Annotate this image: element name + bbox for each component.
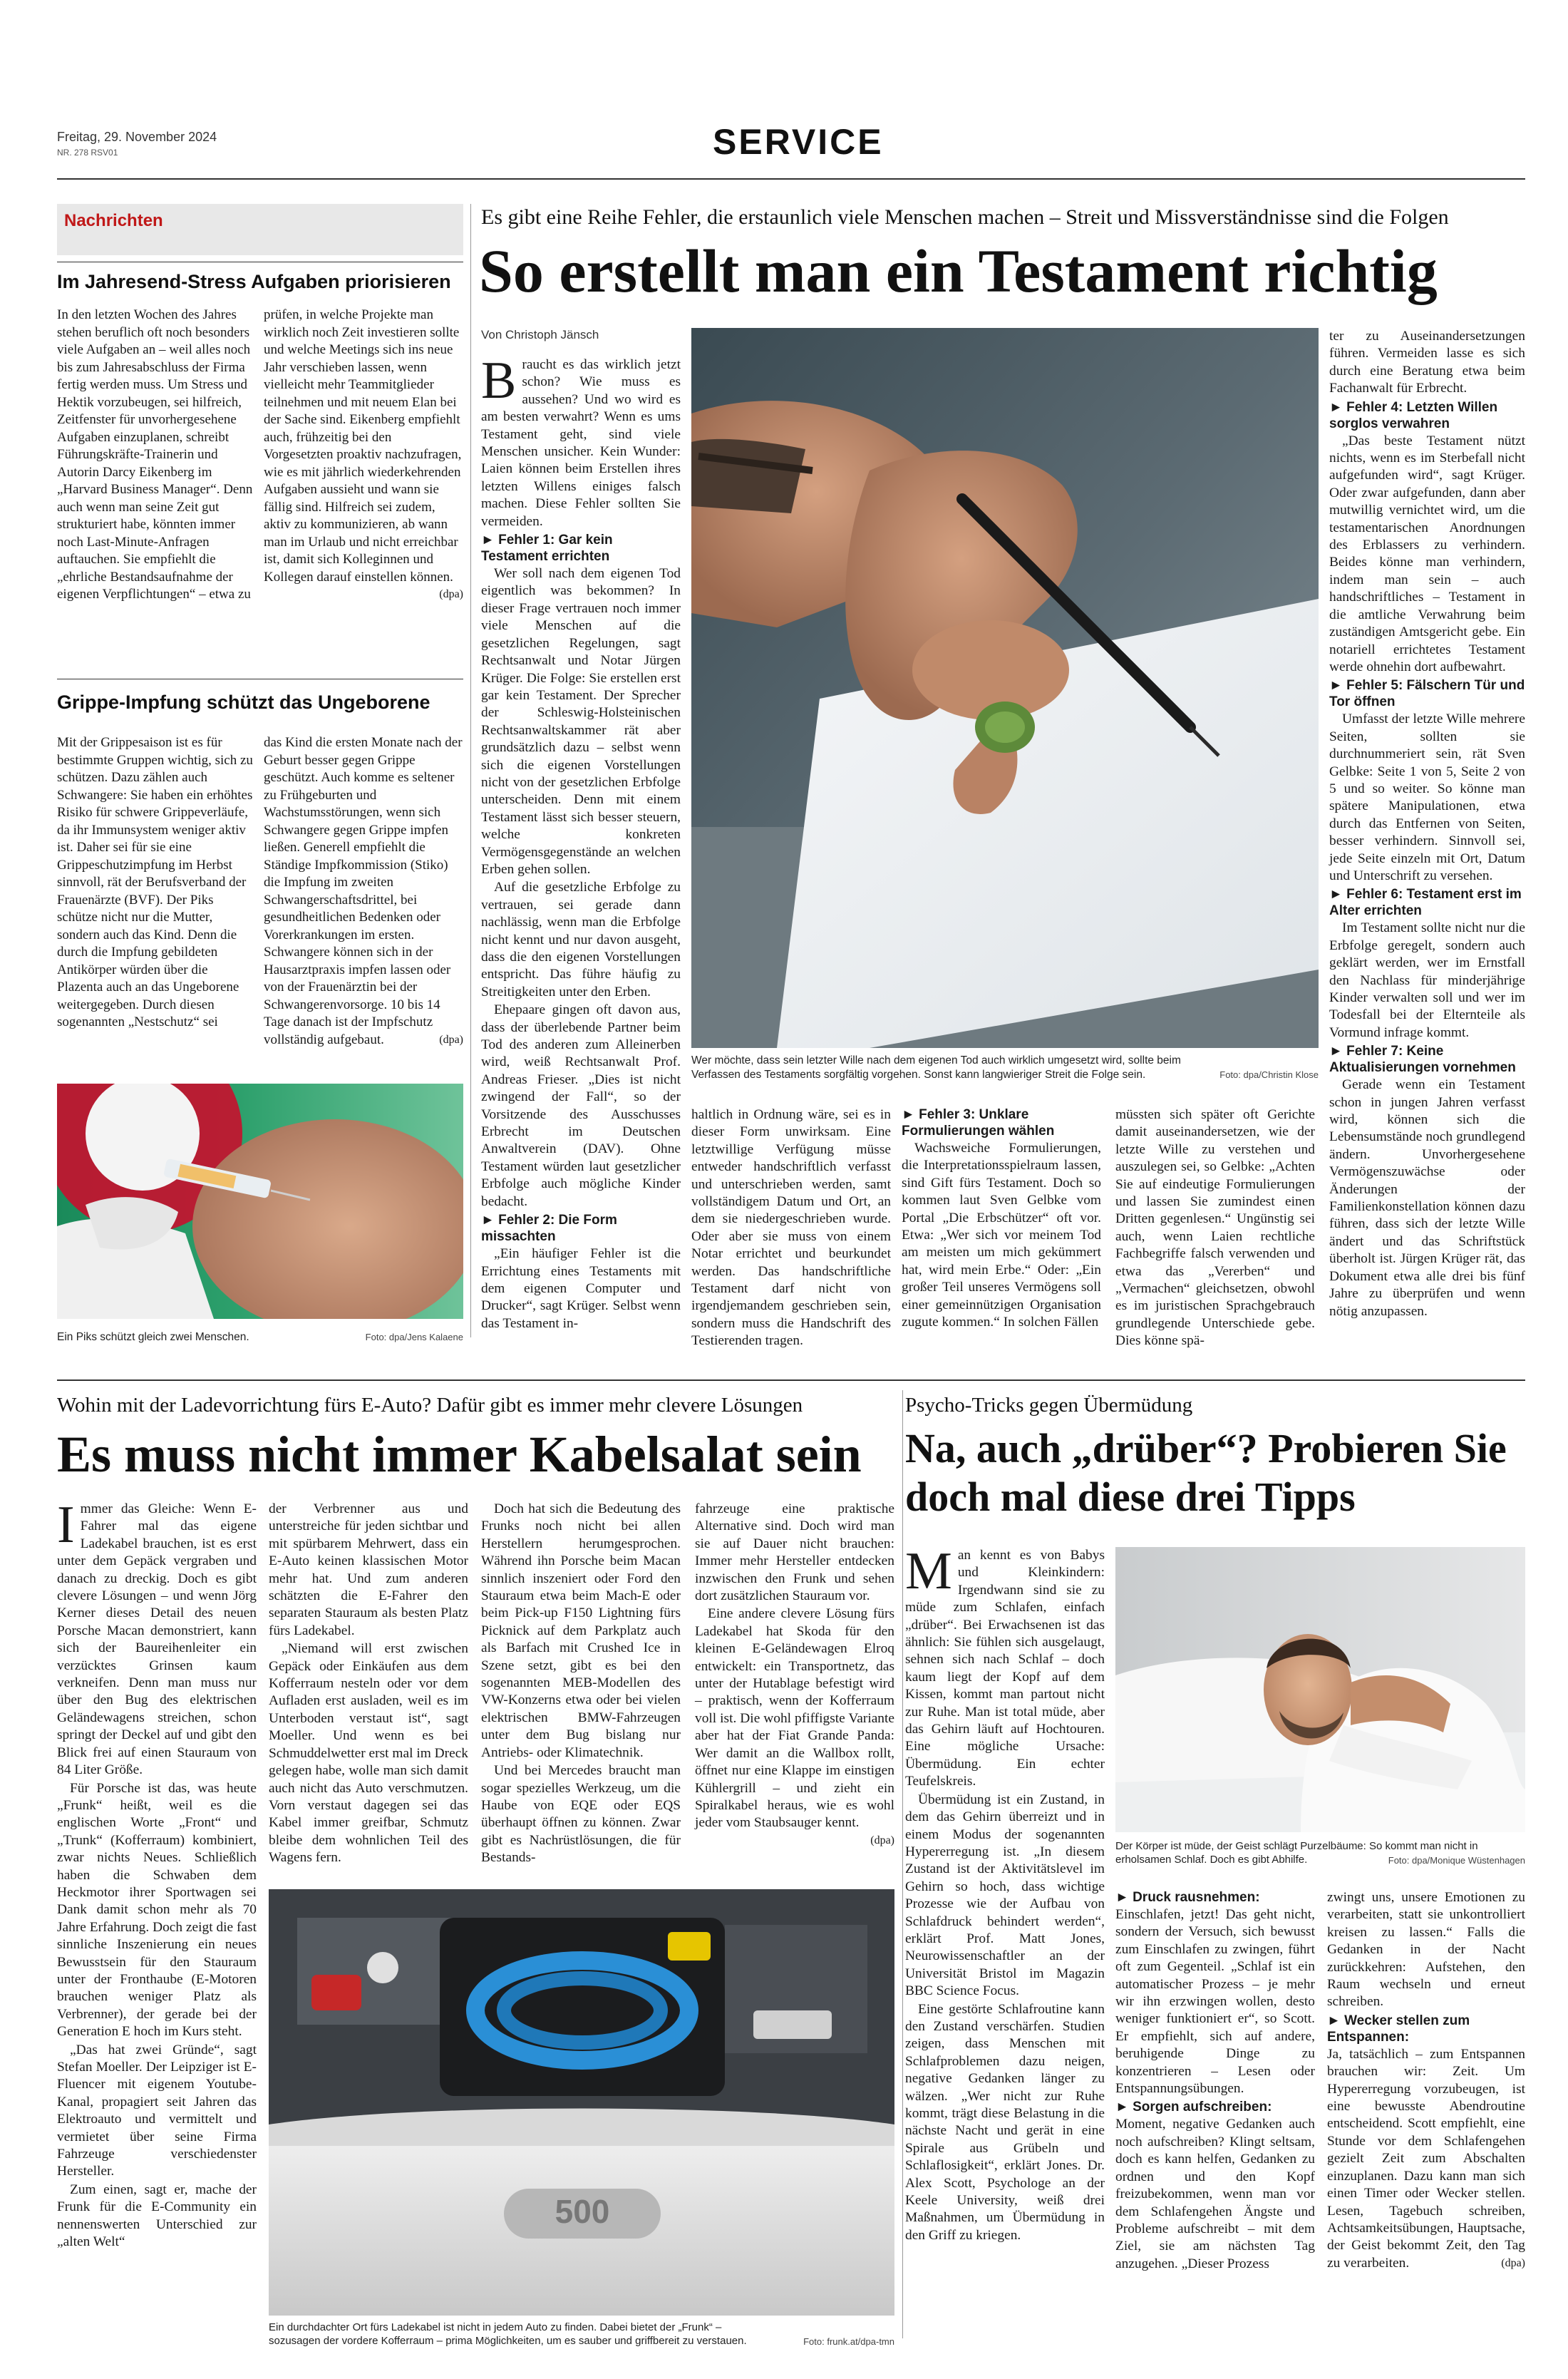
section-title: SERVICE	[713, 122, 884, 162]
testament-col2-text: haltlich in Ordnung wäre, sei es in dieser Form unwirksam. Eine letztwillige Verfügung müsse entweder handschriftlich verfasst und unterschrieben werden, samt vollständigem Datum und Ort, an dem sie niedergeschrieben wurde. Oder aber sie muss von einem Notar errichtet und beurkundet werden. Das handschriftliche Testament darf nicht von irgendjemandem geschrieben sein, sondern muss die Handschrift des Testierenden tragen.	[691, 1107, 891, 1349]
testament-col5-p1: „Das beste Testament nützt nichts, wenn es im Sterbefall nicht aufgefunden wird“, sagt Krüger. Oder zwar aufgefunden, dann aber mutwillig vernichtet wird, um die testamentarischen Anordnungen des Erblassers zu verhindern. Beides könne man verhindern, indem man sein – auch handschriftliches – Testament in die amtliche Verwahrung beim zuständigen Amtsgericht gebe. Ein notariell errichtetes Testament werde ohnehin dort aufbewahrt.	[1329, 433, 1525, 674]
fehler5-subhead: ► Fehler 5: Fälschern Tür und Tor öffnen	[1329, 678, 1525, 710]
news2-headline: Grippe-Impfung schützt das Ungeborene	[57, 692, 430, 713]
fehler6-subhead: ► Fehler 6: Testament erst im Alter errichten	[1329, 887, 1522, 919]
testament-p1: raucht es das wirklich jetzt schon? Wie muss es aussehen? Und wo wird es am besten verwahrt? Wenn es ums Testament geht, sind viele Menschen unsicher. Kein Wunder: Laien können beim Erstellen ihres letzten Willens einiges falsch machen. Diese Fehler sollten Sie vermeiden.	[481, 357, 681, 529]
ev-p3: „Das hat zwei Gründe“, sagt Stefan Moeller. Der Leipziger ist E-Fluencer mit eigenem Youtube-Kanal, propagiert seit Jahren das Elektroauto und vermittelt und vermietet über seine Firma Fahrzeuge verschiedenster Hersteller.	[57, 2042, 257, 2179]
sleep-col3-p2: Ja, tatsächlich – zum Entspannen brauchen wir: Zeit. Um Hypererregung vorzubeugen, ist eine bewusste Abendroutine entscheidend. Scott empfiehlt, eine Stunde vor dem Schlafengehen gezielt Zeit zum Abschalten einzuplanen. Dazu kann man sich einen Timer oder Wecker stellen. Lesen, Tagebuch schreiben, Achtsamkeitsübungen, Hauptsache, der Geist bekommt Zeit, den Tag zu verarbeiten.	[1327, 2046, 1525, 2271]
news1-source: (dpa)	[439, 588, 463, 600]
testament-col3	[902, 1106, 1101, 1332]
sidebar-vertical-rule	[470, 204, 471, 1337]
news1-text-a: In den letzten Wochen des Jahres stehen beruflich oft noch besonders viele Aufgaben an – weil alles noch bis zum Jahresabschluss der Firma fertig werden muss. Um Stress und Hektik vorzubeugen, sei hilfreich, Zeitfenster für unvorhergesehene Aufgaben einzuplanen, schreibt Führungskräfte-Trainerin und Autorin Darcy Eikenberg im „Harvard Business Manager“. Denn auch wenn man seine Zeit gut strukturiert habe, könnten immer noch Last-Minute-Anfragen auftauchen. Sie empfiehlt die „ehrliche Bestandsaufnahme der eigenen Verpflichtungen“ – etwa zu	[57, 307, 253, 602]
ev-col1	[57, 1496, 257, 2251]
sleep-headline-2: doch mal diese drei Tipps	[905, 1474, 1356, 1520]
testament-col4-text: müssten sich später oft Gerichte damit auseinandersetzen, wie der letzte Wille zu verstehen und auszulegen sei, so Gelbke: „Achten Sie auf eindeutige Formulierungen und lassen Sie zumindest einen Dritten gegenlesen.“ Ungünstig sei auch, wenn Laien rechtliche Fachbegriffe falsch verwenden und etwa das „Vererben“ und „Vermachen“ gleichsetzen, obwohl es im juristischen Sprachgebrauch grundlegende Unterschiede gebe. Dies könne spä-	[1115, 1107, 1315, 1349]
testament-photo	[691, 328, 1319, 1048]
testament-p4: Ehepaare gingen oft davon aus, dass der überlebende Partner beim Tod des anderen zum Alleinerben wird, weiß Rechtsanwalt Prof. Andreas Frieser. „Dies ist nicht zwingend der Fall“, so der Vorsitzende des Ausschusses Erbrecht im Deutschen Anwaltverein (DAV). Ohne Testament würden laut gesetzlicher Erbfolge auch mögliche Kinder bedacht.	[481, 1002, 681, 1209]
ev-col3	[481, 1501, 681, 1868]
sleep-dropcap: M	[905, 1542, 952, 1600]
sleep-col2-p2: Moment, negative Gedanken auch noch aufschreiben? Klingt seltsam, doch es kann helfen, Gedanken zu ordnen und den Kopf freizubekommen, wenn man vor dem Schlafengehen Ängste und Probleme aufschreibt – mit dem Ziel, sie am nächsten Tag anzugehen. „Dieser Prozess	[1115, 2117, 1315, 2271]
fehler2-subhead: ► Fehler 2: Die Form missachten	[481, 1213, 617, 1245]
header-date: Freitag, 29. November 2024	[57, 130, 217, 144]
svg-text:500: 500	[555, 2193, 610, 2230]
sleep-image	[1115, 1547, 1525, 1832]
testament-dropcap: B	[481, 351, 517, 410]
news2-source: (dpa)	[439, 1033, 463, 1046]
sleep-col1	[905, 1542, 1105, 2245]
header-rule	[57, 178, 1525, 180]
sleep-photo	[1115, 1547, 1525, 1832]
ev-credit: Foto: frunk.at/dpa-tmn	[803, 2336, 894, 2347]
sidebar-label: Nachrichten	[64, 211, 163, 230]
ev-col2-p2: „Niemand will erst zwischen Gepäck oder Einkäufen aus dem Kofferraum nesteln oder vor dem Aufladen erst ausladen, weil es im Unterboden verstaut ist“, sagt Moeller. Und wenn es bei Schmuddelwetter erst mal im Dreck gelegen habe, wolle man sich damit auch nicht das Auto verschmutzen. Vorn verstaut dagegen sei das Kabel immer greifbar, Schmutz bleibe dem wohnlichen Teil des Wagens fern.	[269, 1641, 468, 1866]
testament-col1	[481, 351, 681, 1333]
news2-col2	[264, 734, 463, 1049]
testament-image	[691, 328, 1319, 1048]
vaccination-photo	[57, 1084, 463, 1319]
ev-col2	[269, 1501, 468, 1868]
ev-col4-p2: Eine andere clevere Lösung fürs Ladekabel hat Skoda für den kleinen E-Geländewagen Elroq entwickelt: ein Transportnetz, das unter der Hutablage befestigt wird – praktisch, wenn der Kofferraum voll ist. Die wohl pfiffigste Variante aber hat der Fiat Grande Panda: Wer damit an die Wallbox rollt, öffnet nur eine Klappe im einstigen Kühlergrill – und zieht ein Spiralkabel heraus, wie es wohl jeder vom Staubsauger kennt.	[695, 1606, 894, 1831]
testament-col5-p4: Gerade wenn ein Testament schon in jungen Jahren verfasst wird, können sich die Lebensumstände noch grundlegend ändern. Unvorhergesehene Vermögenszuwächse oder Änderungen der Familienkonstellation können dazu führen, dass sich der letzte Wille ändert und das Schriftstück überholt ist. Jürgen Krüger rät, das Dokument etwa alle drei bis fünf Jahre zu überprüfen und wenn nötig anzupassen.	[1329, 1077, 1525, 1319]
sleep-col2	[1115, 1889, 1315, 2273]
testament-col3-text: Wachsweiche Formulierungen, die Interpretationsspielraum lassen, sind Gift fürs Testament. Doch so kommen laut Sven Gelbke vom Portal „Die Erbschützer“ oft vor. Etwa: „Wer sich vor meinem Tod am meisten um mich gekümmert hat, wird mein Erbe.“ Oder: „Ein großer Teil unseres Vermögens soll einer gemeinnützigen Organisation zugute kommen.“ In solchen Fällen	[902, 1141, 1101, 1330]
testament-col5	[1329, 328, 1525, 1321]
tipp2-subhead: ► Sorgen aufschreiben:	[1115, 2100, 1272, 2115]
news1-col1	[57, 307, 257, 605]
testament-caption: Wer möchte, dass sein letzter Wille nach dem eigenen Tod auch wirklich umgesetzt wird, sollte beim Verfassen des Testaments sorgfältig vorgehen. Sonst kann langwieriger Streit die Folge sein.	[691, 1054, 1181, 1081]
sleep-headline-1: Na, auch „drüber“? Probieren Sie	[905, 1425, 1507, 1471]
sleep-p3: Eine gestörte Schlafroutine kann den Zustand verschärfen. Studien zeigen, dass Menschen mit Schlafproblemen dazu neigen, negative Gedanken länger zu wälzen. „Wer nicht zur Ruhe kommt, trägt diese Belastung in die nächste Nacht und gerät in eine Spirale aus Grübeln und Schlaflosigkeit“, erklärt Jones. Dr. Alex Scott, Psychologe an der Keele University, weiß drei Maßnahmen, um Übermüdung in den Griff zu kriegen.	[905, 2001, 1105, 2243]
sleep-credit: Foto: dpa/Monique Wüstenhagen	[1388, 1855, 1525, 1866]
fehler1-subhead: ► Fehler 1: Gar kein Testament errichten	[481, 533, 613, 565]
ev-overline: Wohin mit der Ladevorrichtung fürs E-Auto? Dafür gibt es immer mehr clevere Lösungen	[57, 1394, 803, 1417]
ev-p1: mmer das Gleiche: Wenn E-Fahrer mal das eigene Ladekabel brauchen, ist es erst unter dem Gepäck vergraben und danach zu dreckig. Doch es gibt clevere Lösungen – und wenn Jörg Kerner dieses Detail des neuen Porsche Macan demonstriert, kann sich der Baureihenleiter ein verzücktes Grinsen kaum verkneifen. Denn man muss nur über den Bug des elektrischen Geländewagens streichen, schon springt der Deckel auf und gibt den Blick frei auf einen Stauraum von 84 Liter Größe.	[57, 1501, 257, 1778]
ev-photo	[269, 1889, 894, 2316]
ev-col3-p2: Und bei Mercedes braucht man sogar spezielles Werkzeug, um die Haube von EQE oder EQS überhaupt öffnen zu können. Zwar gibt es Nachrüstlösungen, die für Bestands-	[481, 1763, 681, 1866]
middle-rule	[57, 1379, 1525, 1381]
fehler3-subhead: ► Fehler 3: Unklare Formulierungen wählen	[902, 1107, 1055, 1139]
testament-col5-p2: Umfasst der letzte Wille mehrere Seiten, sollten sie durchnummeriert sein, rät Sven Gelbke: Seite 1 von 5, Seite 2 von 5 und so weiter. So könne man spätere Manipulationen, etwa durch das Entfernen von Seiten, besser verhindern. Sinnvoll sei, jede Seite einzeln mit Ort, Datum und Unterschrift zu versehen.	[1329, 711, 1525, 883]
fehler4-subhead: ► Fehler 4: Letzten Willen sorglos verwahren	[1329, 399, 1498, 431]
sleep-col3	[1327, 1889, 1525, 2273]
testament-col5-intro: ter zu Auseinandersetzungen führen. Vermeiden lasse es sich durch eine Beratung etwa beim Fachanwalt für Erbrecht.	[1329, 329, 1525, 396]
tipp3-subhead: ► Wecker stellen zum Entspannen:	[1327, 2013, 1470, 2045]
sidebar-label-box	[57, 204, 463, 255]
testament-credit: Foto: dpa/Christin Klose	[1219, 1069, 1319, 1080]
news1-text-b: prüfen, in welche Projekte man wirklich noch Zeit investieren sollte und welche Meetings sich ins neue Jahr verschieben lassen, wenn vielleicht mehr Teammitglieder teilnehmen und mit neuem Elan bei der Sache sind. Eikenberg empfiehlt auch, frühzeitig bei den Vorgesetzten proaktiv nachzufragen, wie es mit jährlich wiederkehrenden Aufgaben aussieht und wann sie fällig sind. Hilfreich sei zudem, aktiv zu kommunizieren, ab wann man im Urlaub und nicht erreichbar ist, damit sich Kolleginnen und Kollegen darauf einstellen können.	[264, 307, 462, 585]
vaccination-image	[57, 1084, 463, 1319]
testament-p2: Wer soll nach dem eigenen Tod eigentlich was bekommen? In dieser Frage vertrauen noch immer viele Menschen auf die gesetzlichen Regelungen, sagt Rechtsanwalt und Notar Jürgen Krüger. Die Folge: Sie erstellen erst gar kein Testament. Der Sprecher der Schleswig-Holsteinischen Rechtsanwaltskammer rät aber grundsätzlich dazu – selbst wenn sich die eigenen Vorstellungen nicht von der gesetzlichen Erbfolge unterscheiden. Denn mit einem Testament lässt sich besser steuern, welche konkreten Vermögensgegenstände an welchen Erben gehen sollen.	[481, 566, 681, 877]
news1-col2	[264, 307, 463, 604]
testament-byline: Von Christoph Jänsch	[481, 328, 599, 341]
sleep-col3-p1: zwingt uns, unsere Emotionen zu verarbeiten, statt sie unkontrolliert kreisen zu lassen.“ Falls die Gedanken in der Nacht zurückkehren: Aufstehen, den Raum wechseln und erneut schreiben.	[1327, 1890, 1525, 2010]
news2-text-b: das Kind die ersten Monate nach der Geburt besser gegen Grippe geschützt. Auch komme es seltener zu Frühgeburten und Wachstumsstörungen, wenn sich Schwangere gegen Grippe impfen ließen. Generell empfiehlt die Ständige Impfkommission (Stiko) die Impfung im zweiten Schwangerschaftsdrittel, bei gesundheitlichen Bedenken oder Vorerkrankungen im ersten. Schwangere können sich in der Hausarztpraxis impfen lassen oder von der Frauenärztin bei der Schwangerenvorsorge. 10 bis 14 Tage danach ist der Impfschutz vollständig aufgebaut.	[264, 735, 463, 1047]
ev-col2-p1: der Verbrenner aus und unterstreiche für jeden sichtbar und mit spürbarem Mehrwert, dass ein E-Auto keinen klassischen Motor mehr hat. Und zum anderen schätzten die E-Fahrer den separaten Stauraum als besten Platz fürs Ladekabel.	[269, 1501, 468, 1638]
ev-col3-p1: Doch hat sich die Bedeutung des Frunks noch nicht bei allen Herstellern herumgesprochen. Während ihn Porsche beim Macan sinnlich inszeniert oder Ford den Stauraum etwa beim Mach-E oder beim Pick-up F150 Lightning fürs Picknick auf dem Parkplatz auch als Barfach mit Crushed Ice in Szene setzt, gibt es bei den sogenannten MEB-Modellen des VW-Konzerns etwa oder bei vielen elektrischen BMW-Fahrzeugen unter dem Bug bislang nur Antriebs- oder Klimatechnik.	[481, 1501, 681, 1760]
ev-p4: Zum einen, sagt er, mache der Frunk für die E-Community ein nennenswerten Unterschied zur „alten Welt“	[57, 2182, 257, 2250]
ev-col4	[695, 1501, 894, 1849]
ev-source: (dpa)	[870, 1834, 894, 1846]
bottom-vertical-rule	[902, 1390, 903, 2338]
vaccination-caption: Ein Piks schützt gleich zwei Menschen.	[57, 1331, 249, 1343]
sleep-col2-p1: Einschlafen, jetzt! Das geht nicht, sondern der Versuch, sich bewusst zum Einschlafen zu zwingen, führt oft zum Gegenteil. „Schlaf ist ein automatischer Prozess – je mehr wir ihn erzwingen wollen, desto weniger funktioniert er“, so Scott. Er empfiehlt, sich auf andere, beruhigende Dinge zu konzentrieren – Lesen oder Entspannungsübungen.	[1115, 1907, 1315, 2097]
news2-col1	[57, 734, 257, 1032]
testament-p5: „Ein häufiger Fehler ist die Errichtung eines Testaments mit dem eigenen Computer und Drucker“, sagt Krüger. Selbst wenn das Testament in-	[481, 1246, 681, 1331]
tipp1-subhead: ► Druck rausnehmen:	[1115, 1890, 1260, 1905]
testament-col2	[691, 1106, 891, 1351]
news2-text-a: Mit der Grippesaison ist es für bestimmte Gruppen wichtig, sich zu schützen. Dazu zählen auch Schwangere: Sie haben ein erhöhtes Risiko für schwere Grippeverläufe, da ihr Immunsystem weniger aktiv ist. Daher sei für sie eine Grippeschutzimpfung im Herbst sinnvoll, rät der Berufsverband der Frauenärzte (BVF). Der Piks schütze nicht nur die Mutter, sondern auch das Kind. Denn die durch die Impfung gebildeten Antikörper würden über die Plazenta auch an das Ungeborene weitergegeben. Durch diesen sogenannten „Nestschutz“ sei	[57, 735, 253, 1029]
testament-overline: Es gibt eine Reihe Fehler, die erstaunlich viele Menschen machen – Streit und Missverständnisse sind die Folgen	[481, 205, 1449, 229]
vaccination-credit: Foto: dpa/Jens Kalaene	[365, 1332, 463, 1342]
testament-col4	[1115, 1106, 1315, 1351]
sleep-caption: Der Körper ist müde, der Geist schlägt Purzelbäume: So kommt man nicht in erholsamen Schlaf. Doch es gibt Abhilfe.	[1115, 1840, 1478, 1866]
sleep-source: (dpa)	[1501, 2256, 1525, 2269]
ev-image	[269, 1889, 894, 2316]
testament-headline: So erstellt man ein Testament richtig	[479, 237, 1438, 305]
testament-p3: Auf die gesetzliche Erbfolge zu vertrauen, sei gerade dann nachlässig, wenn man die Erbfolge nicht kennt und nur davon ausgeht, dass die den eigenen Vorstellungen entspricht. Das führe häufig zu Streitigkeiten unter den Erben.	[481, 880, 681, 1000]
ev-dropcap: I	[57, 1496, 75, 1554]
ev-headline: Es muss nicht immer Kabelsalat sein	[57, 1426, 862, 1483]
fehler7-subhead: ► Fehler 7: Keine Aktualisierungen vornehmen	[1329, 1044, 1516, 1076]
news1-headline: Im Jahresend-Stress Aufgaben priorisieren	[57, 271, 451, 292]
sleep-p2: Übermüdung ist ein Zustand, in dem das Gehirn überreizt und in einem Modus der sogenannten Hypererregung ist. „In diesem Zustand ist der Aktivitätslevel im Gehirn so hoch, dass wichtige Prozesse wie der Aufbau von Schlafdruck behindert werden“, erklärt Prof. Matt Jones, Neurowissenschaftler an der Universität Bristol im Magazin BBC Science Focus.	[905, 1792, 1105, 1999]
testament-col5-p3: Im Testament sollte nicht nur die Erbfolge geregelt, sondern auch geklärt werden, wer im Ernstfall den Nachlass für minderjährige Kinder verwalten soll und wer im Todesfall bei der Elternteile als Vormund infrage kommt.	[1329, 920, 1525, 1040]
ev-caption: Ein durchdachter Ort fürs Ladekabel ist nicht in jedem Auto zu finden. Dabei bietet der „Frunk“ – sozusagen der vordere Kofferraum – prima Möglichkeiten, um es sauber und griffbereit zu verstauen.	[269, 2321, 747, 2347]
ev-col4-p1: fahrzeuge eine praktische Alternative sind. Doch wird man sie auf Dauer nicht brauchen: Immer mehr Hersteller entdecken inzwischen den Frunk und sehen dort zusätzlichen Stauraum vor.	[695, 1501, 894, 1604]
ev-p2: Für Porsche ist das, was heute „Frunk“ heißt, weil es die englischen Worte „Front“ und „Trunk“ (Kofferraum) kombiniert, zwar nichts Neues. Schließlich haben die Schwaben dem Heckmotor ihrer Sportwagen sei Dank damit schon mehr als 70 Jahre Erfahrung. Doch zeigt die fast sinnliche Inszenierung ein neues Bewusstsein für den Stauraum unter der Fronthaube (E-Motoren brauchen weniger Platz als Verbrenner), der gerade bei der Generation E hoch im Kurs steht.	[57, 1780, 257, 2040]
sleep-overline: Psycho-Tricks gegen Übermüdung	[905, 1394, 1193, 1417]
sleep-p1: an kennt es von Babys und Kleinkindern: Irgendwann sind sie zu müde zum Schlafen, einfach „drüber“. Bei Erwachsenen ist das ähnlich: Sie fühlen sich ausgelaugt, sehnen sich nach Schlaf – doch kaum liegt der Kopf auf dem Kissen, kommt man partout nicht zur Ruhe. Man ist total müde, aber das Gehirn läuft auf Hochtouren. Eine mögliche Ursache: Übermüdung. Ein echter Teufelskreis.	[905, 1548, 1105, 1789]
header-edition: NR. 278 RSV01	[57, 148, 118, 158]
